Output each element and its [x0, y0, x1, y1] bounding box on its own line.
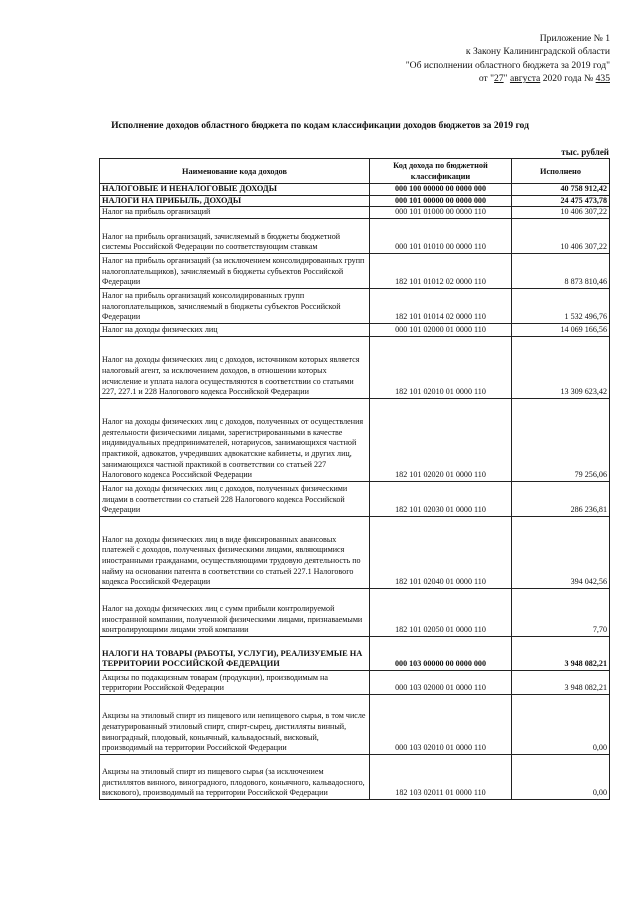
row-code-cell: 182 101 02030 01 0000 110	[370, 481, 512, 516]
row-name-cell: Налог на доходы физических лиц с доходов, полученных физическими лицами в соответствии со статьей 228 Налогового кодекса Российской Федерации	[100, 481, 370, 516]
row-amount-cell: 394 042,56	[512, 516, 610, 588]
row-code-cell: 182 101 02010 01 0000 110	[370, 336, 512, 398]
table-row	[100, 670, 610, 694]
law-date-line: от "27" августа 2020 года № 435	[478, 73, 610, 85]
row-name-cell: Налог на прибыль организаций (за исключением консолидированных групп налогоплательщиков), зачисляемый в бюджеты субъектов Российской Федерации	[100, 253, 370, 288]
law-number: 435	[595, 73, 610, 85]
header-amount: Исполнено	[512, 159, 610, 184]
row-name-cell: Налог на доходы физических лиц с доходов, источником которых является налоговый агент, за исключением доходов, в отношении которых исчисление и уплата налога осуществляются в соответствии со статьями 227, 227.1 и 228 Налогового кодекса Российской Федерации	[100, 336, 370, 398]
row-code-cell: 000 101 02000 01 0000 110	[370, 323, 512, 336]
row-name-cell: Налог на доходы физических лиц в виде фиксированных авансовых платежей с доходов, полученных физическими лицами, являющимися иностранными гражданами, осуществляющими трудовую деятельность по найму на основании патента в соответствии со статьей 227.1 Налогового кодекса Российской Федерации	[100, 516, 370, 588]
row-amount-cell: 0,00	[512, 754, 610, 799]
row-amount-cell: 24 475 473,78	[512, 195, 610, 207]
row-name-cell: Налог на доходы физических лиц	[100, 323, 370, 336]
row-amount-cell: 8 873 810,46	[512, 253, 610, 288]
row-amount-cell: 3 948 082,21	[512, 670, 610, 694]
unit-label: тыс. рублей	[561, 147, 609, 157]
table-row	[100, 288, 610, 323]
table-row	[100, 694, 610, 754]
row-name-cell: Налог на доходы физических лиц с сумм прибыли контролируемой иностранной компании, полученной физическими лицами, признаваемыми контролирующими лицами этой компании	[100, 588, 370, 636]
table-row	[100, 253, 610, 288]
row-amount-cell: 0,00	[512, 694, 610, 754]
row-code-cell: 182 101 01012 02 0000 110	[370, 253, 512, 288]
law-month: августа	[509, 73, 541, 85]
row-amount-cell: 79 256,06	[512, 398, 610, 481]
row-amount-cell: 10 406 307,22	[512, 207, 610, 219]
row-code-cell: 182 101 02040 01 0000 110	[370, 516, 512, 588]
row-code-cell: 182 103 02011 01 0000 110	[370, 754, 512, 799]
row-code-cell: 000 101 01000 00 0000 110	[370, 207, 512, 219]
row-code-cell: 000 101 00000 00 0000 000	[370, 195, 512, 207]
table-row	[100, 207, 610, 219]
row-code-cell: 000 101 01010 00 0000 110	[370, 218, 512, 253]
table-row	[100, 754, 610, 799]
row-name-cell: Налог на прибыль организаций	[100, 207, 370, 219]
row-name-cell: Налог на прибыль организаций, зачисляемый в бюджеты бюджетной системы Российской Федерации по соответствующим ставкам	[100, 218, 370, 253]
table-row	[100, 516, 610, 588]
row-amount-cell: 10 406 307,22	[512, 218, 610, 253]
row-code-cell: 000 100 00000 00 0000 000	[370, 184, 512, 196]
row-code-cell: 182 101 02020 01 0000 110	[370, 398, 512, 481]
document-header	[406, 32, 610, 86]
row-name-cell: НАЛОГИ НА ПРИБЫЛЬ, ДОХОДЫ	[100, 195, 370, 207]
table-header-row	[100, 159, 610, 184]
table-row	[100, 636, 610, 670]
row-name-cell: Налог на доходы физических лиц с доходов, полученных от осуществления деятельности физическими лицами, зарегистрированными в качестве индивидуальных предпринимателей, нотариусов, занимающихся частной практикой, адвокатов, учредивших адвокатские кабинеты, и других лиц, занимающихся частной практикой в соответствии со статьей 227 Налогового кодекса Российской Федерации	[100, 398, 370, 481]
law-reference: к Закону Калининградской области	[465, 46, 610, 58]
table-row	[100, 588, 610, 636]
row-name-cell: НАЛОГОВЫЕ И НЕНАЛОГОВЫЕ ДОХОДЫ	[100, 184, 370, 196]
header-name: Наименование кода доходов	[100, 159, 370, 184]
document-title: Исполнение доходов областного бюджета по кодам классификации доходов бюджетов за 2019 год	[111, 120, 529, 131]
table-body	[100, 184, 610, 800]
law-day: 27	[494, 73, 504, 85]
row-name-cell: Акцизы по подакцизным товарам (продукции), производимым на территории Российской Федерации	[100, 670, 370, 694]
row-amount-cell: 13 309 623,42	[512, 336, 610, 398]
row-code-cell: 182 101 01014 02 0000 110	[370, 288, 512, 323]
row-amount-cell: 286 236,81	[512, 481, 610, 516]
row-name-cell: Акцизы на этиловый спирт из пищевого или непищевого сырья, в том числе денатурированный этиловый спирт, спирт-сырец, дистилляты винный, виноградный, плодовый, коньячный, кальвадосный, висковый, производимый на территории Российской Федерации	[100, 694, 370, 754]
table-row	[100, 195, 610, 207]
row-code-cell: 000 103 02000 01 0000 110	[370, 670, 512, 694]
row-amount-cell: 1 532 496,76	[512, 288, 610, 323]
appendix-label: Приложение № 1	[539, 33, 610, 44]
table-row	[100, 481, 610, 516]
row-amount-cell: 7,70	[512, 588, 610, 636]
row-code-cell: 000 103 00000 00 0000 000	[370, 636, 512, 670]
header-code: Код дохода по бюджетной классификации	[370, 159, 512, 184]
table-row	[100, 218, 610, 253]
table-row	[100, 184, 610, 196]
table-row	[100, 398, 610, 481]
row-amount-cell: 3 948 082,21	[512, 636, 610, 670]
row-code-cell: 000 103 02010 01 0000 110	[370, 694, 512, 754]
revenue-table	[99, 158, 610, 800]
row-amount-cell: 40 758 912,42	[512, 184, 610, 196]
row-code-cell: 182 101 02050 01 0000 110	[370, 588, 512, 636]
law-title: "Об исполнении областного бюджета за 2019 год"	[405, 59, 610, 71]
table-row	[100, 323, 610, 336]
row-amount-cell: 14 069 166,56	[512, 323, 610, 336]
row-name-cell: Налог на прибыль организаций консолидированных групп налогоплательщиков, зачисляемый в бюджеты субъектов Российской Федерации	[100, 288, 370, 323]
table-row	[100, 336, 610, 398]
row-name-cell: Акцизы на этиловый спирт из пищевого сырья (за исключением дистиллятов винного, виноградного, плодового, коньячного, кальвадосного, вискового), производимый на территории Российской Федерации	[100, 754, 370, 799]
row-name-cell: НАЛОГИ НА ТОВАРЫ (РАБОТЫ, УСЛУГИ), РЕАЛИЗУЕМЫЕ НА ТЕРРИТОРИИ РОССИЙСКОЙ ФЕДЕРАЦИИ	[100, 636, 370, 670]
